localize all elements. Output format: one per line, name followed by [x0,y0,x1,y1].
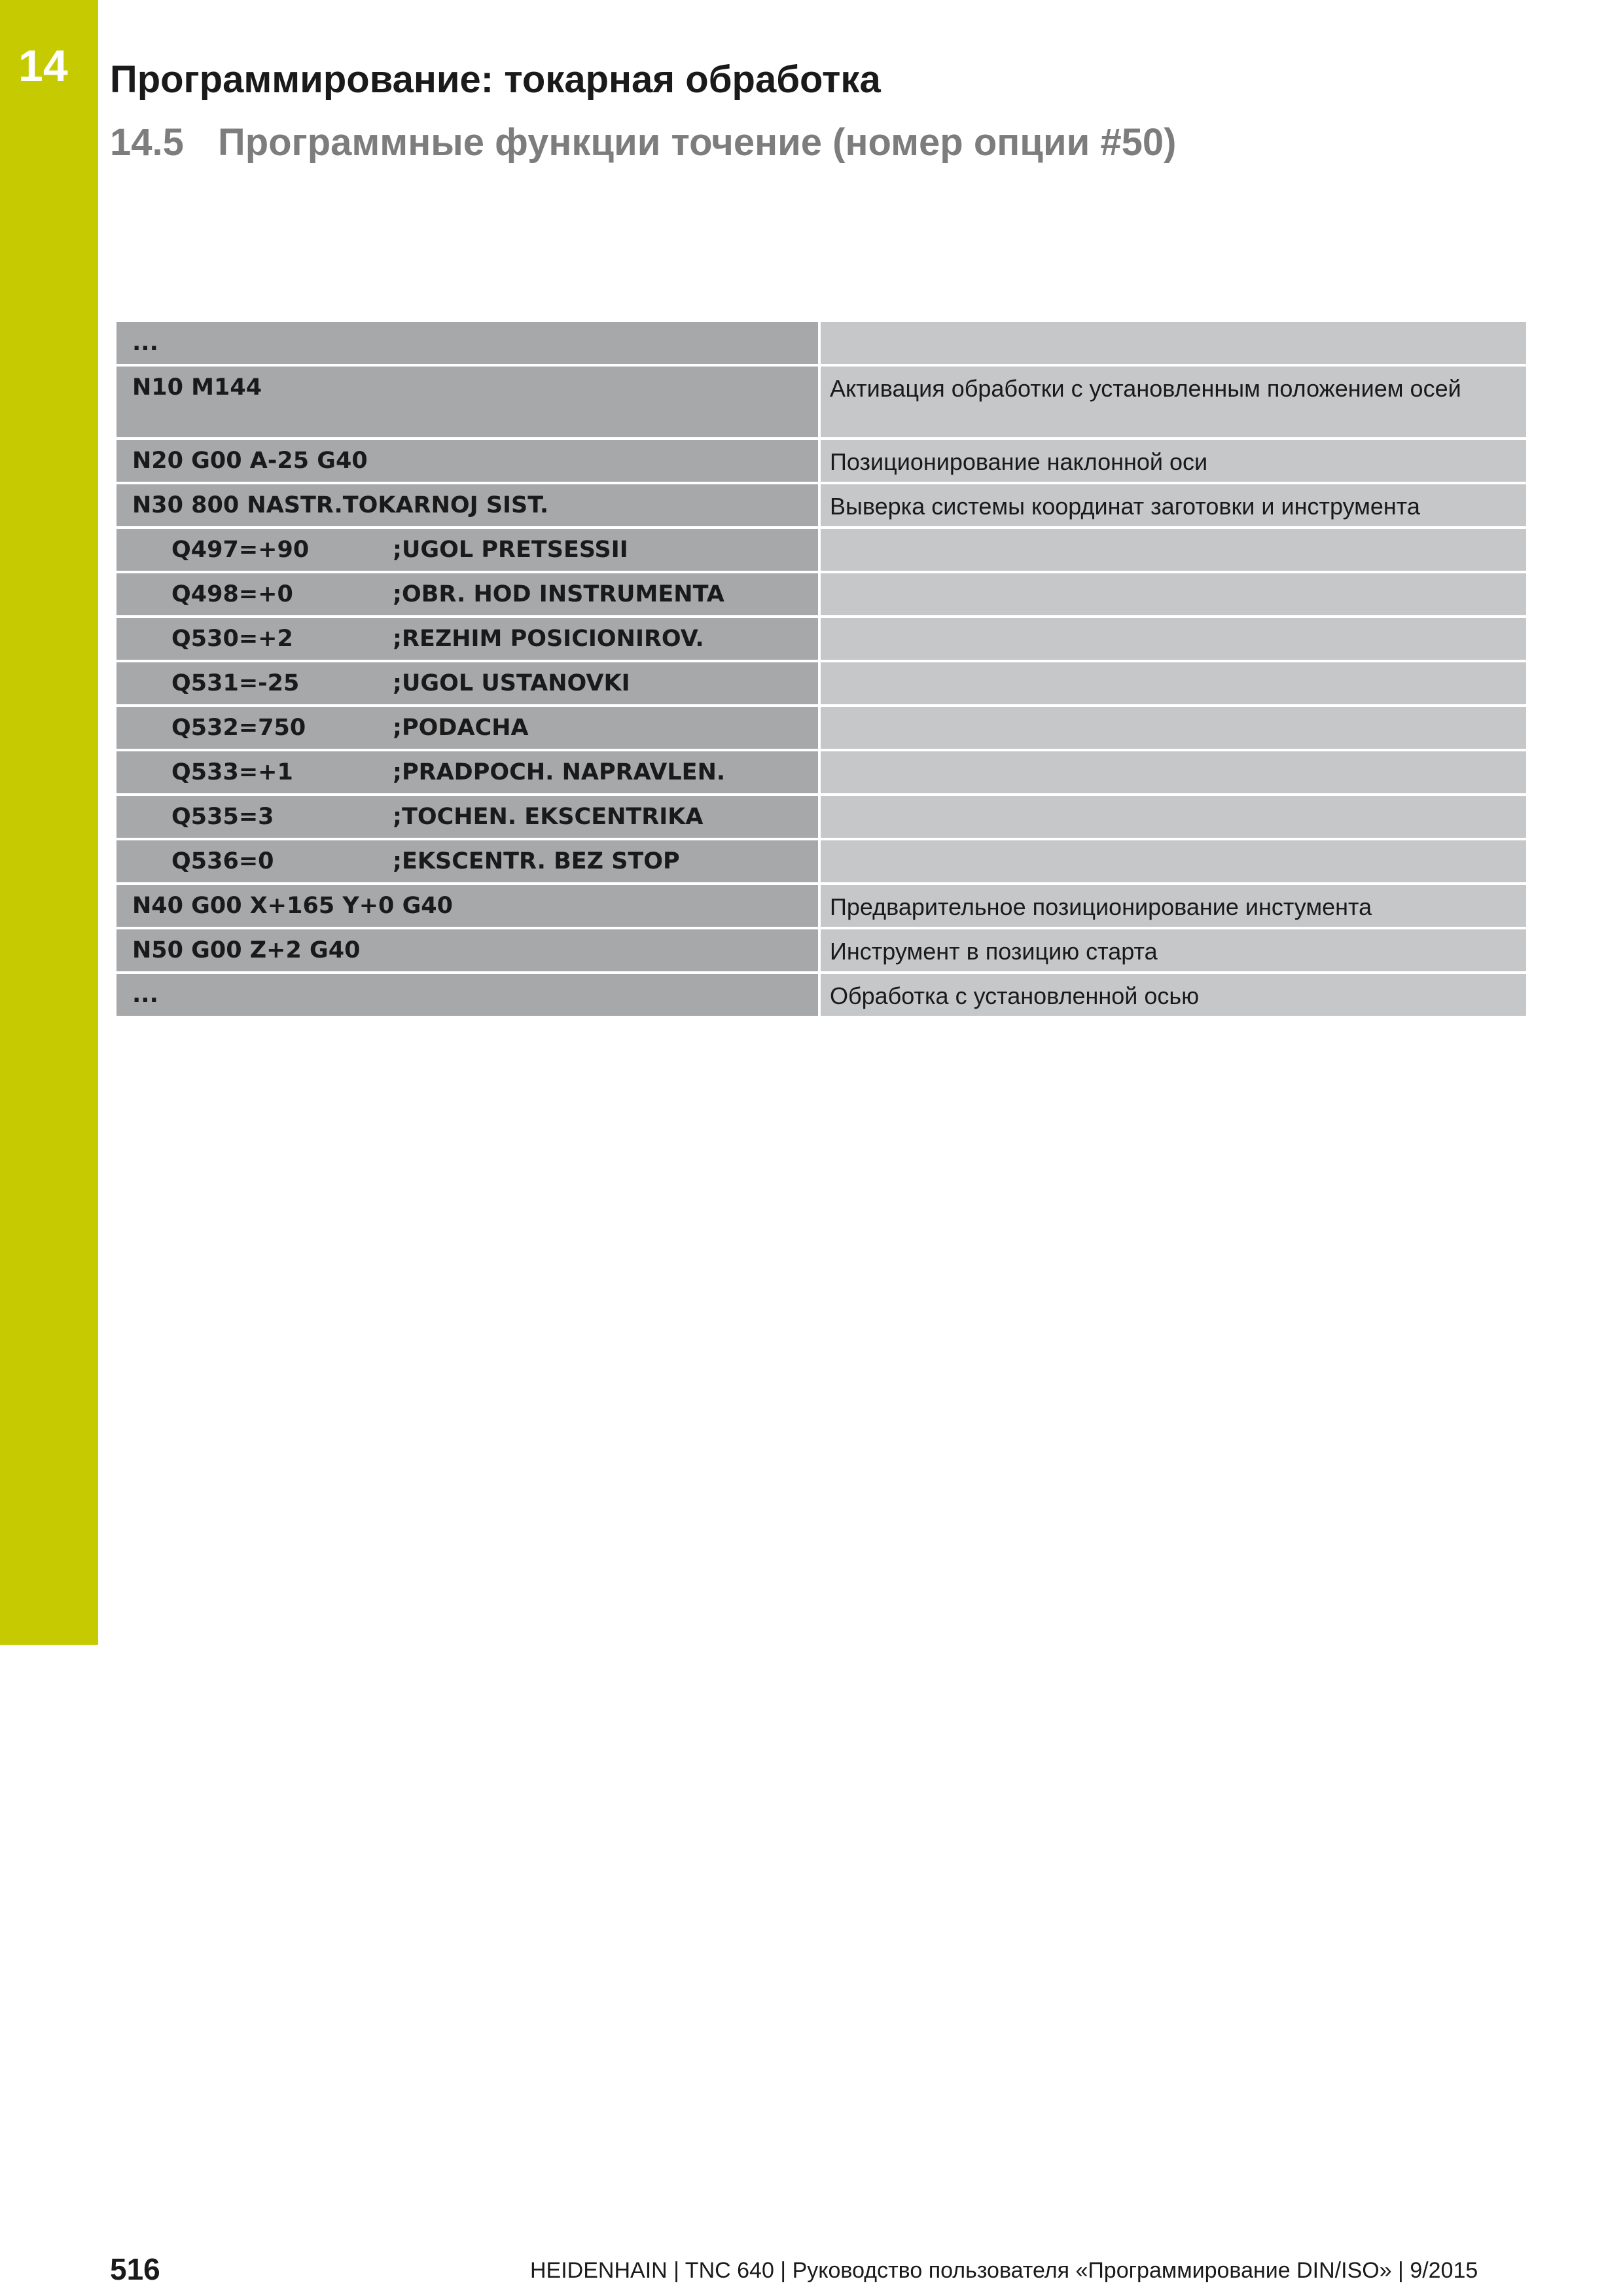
parameter-comment: ;PODACHA [393,715,529,741]
chapter-title: Программирование: токарная обработка [110,58,881,101]
code-cell [116,840,821,882]
cycle-parameter: Q532=750 [171,715,306,741]
program-row [116,618,1526,660]
nc-program-table [116,319,1526,1018]
cycle-parameter: Q535=3 [171,804,274,830]
program-row [116,662,1526,704]
description-cell: Предварительное позиционирование инстумента [821,885,1526,927]
code-cell [116,367,821,437]
code-cell [116,929,821,971]
section-title [110,120,1176,164]
section-number: 14.5 [110,121,184,164]
program-row [116,322,1526,364]
description-cell: Активация обработки с установленным положением осей [821,367,1526,437]
program-row [116,929,1526,971]
description-cell [821,618,1526,660]
program-row [116,573,1526,615]
cycle-parameter: Q530=+2 [171,626,293,652]
cycle-parameter: Q498=+0 [171,581,293,607]
nc-block: N40 G00 X+165 Y+0 G40 [132,893,453,919]
parameter-comment: ;TOCHEN. EKSCENTRIKA [393,804,704,830]
parameter-comment: ;UGOL PRETSESSII [393,537,628,563]
nc-block: N30 800 NASTR.TOKARNOJ SIST. [132,492,549,518]
program-row [116,440,1526,482]
description-cell: Инструмент в позицию старта [821,929,1526,971]
code-cell [116,751,821,793]
program-row [116,840,1526,882]
code-cell [116,573,821,615]
code-cell [116,796,821,838]
parameter-comment: ;REZHIM POSICIONIROV. [393,626,704,652]
parameter-comment: ;OBR. HOD INSTRUMENTA [393,581,724,607]
nc-block: N20 G00 A-25 G40 [132,448,368,474]
description-cell: Выверка системы координат заготовки и инструмента [821,484,1526,526]
description-cell [821,796,1526,838]
code-cell [116,529,821,571]
nc-block: N10 M144 [132,374,262,401]
code-cell [116,662,821,704]
code-cell [116,484,821,526]
description-cell [821,322,1526,364]
nc-block: ... [132,330,158,356]
program-row [116,751,1526,793]
program-row [116,484,1526,526]
code-cell [116,618,821,660]
cycle-parameter: Q497=+90 [171,537,310,563]
program-row [116,529,1526,571]
page-number: 516 [110,2252,160,2286]
program-row [116,367,1526,437]
nc-block: N50 G00 Z+2 G40 [132,937,361,963]
cycle-parameter: Q536=0 [171,848,274,874]
code-cell [116,322,821,364]
description-cell [821,529,1526,571]
program-row [116,707,1526,749]
code-cell [116,974,821,1016]
cycle-parameter: Q533=+1 [171,759,293,785]
program-row [116,885,1526,927]
program-row [116,796,1526,838]
cycle-parameter: Q531=-25 [171,670,300,696]
chapter-number: 14 [18,41,68,91]
description-cell: Позиционирование наклонной оси [821,440,1526,482]
nc-block: ... [132,982,158,1008]
code-cell [116,885,821,927]
parameter-comment: ;PRADPOCH. NAPRAVLEN. [393,759,726,785]
description-cell [821,840,1526,882]
description-cell [821,751,1526,793]
section-title-text: Программные функции точение (номер опции #50) [218,121,1177,164]
description-cell [821,662,1526,704]
description-cell: Обработка с установленной осью [821,974,1526,1016]
code-cell [116,440,821,482]
footer-text: HEIDENHAIN | TNC 640 | Руководство пользователя «Программирование DIN/ISO» | 9/2015 [530,2258,1478,2283]
program-row [116,974,1526,1016]
description-cell [821,707,1526,749]
description-cell [821,573,1526,615]
code-cell [116,707,821,749]
parameter-comment: ;EKSCENTR. BEZ STOP [393,848,680,874]
parameter-comment: ;UGOL USTANOVKI [393,670,630,696]
chapter-side-bar [0,0,98,1645]
